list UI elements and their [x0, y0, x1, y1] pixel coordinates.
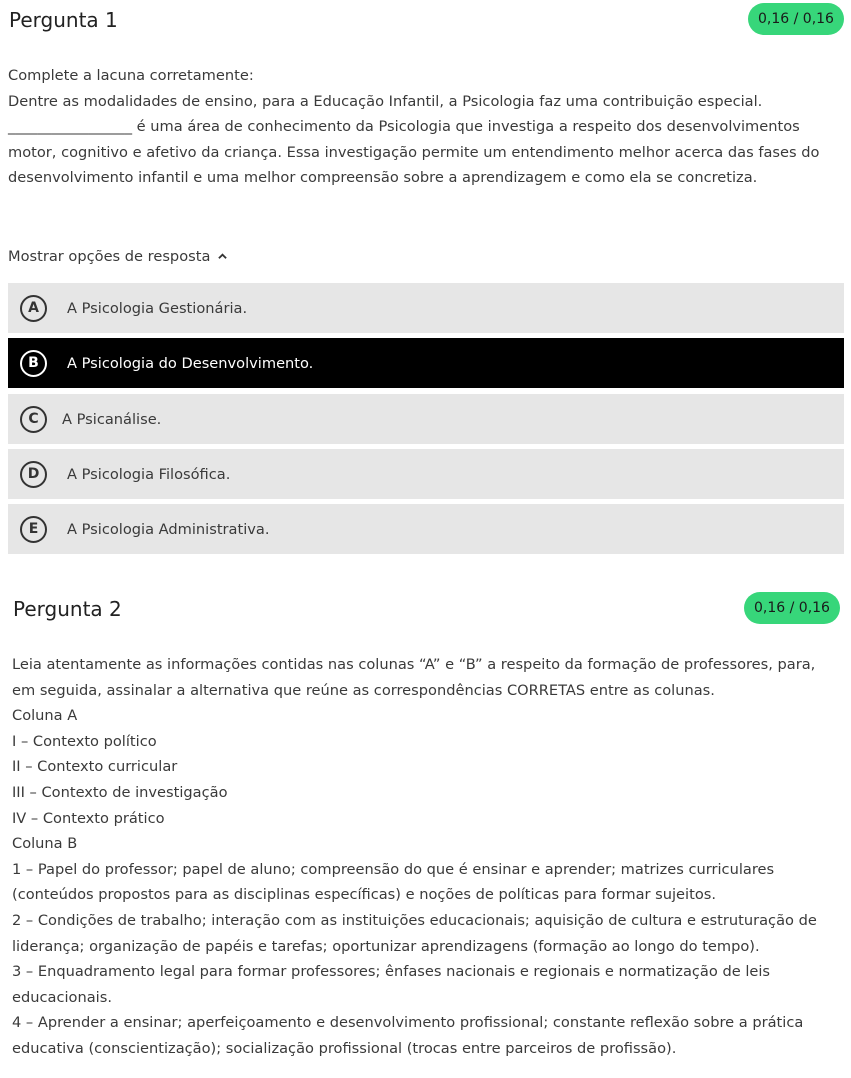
option-text: A Psicanálise. — [62, 410, 162, 428]
option-text: A Psicologia Administrativa. — [67, 520, 270, 538]
statement-line: I – Contexto político — [12, 732, 157, 750]
statement-line: Dentre as modalidades de ensino, para a Educação Infantil, a Psicologia faz uma contribuição especial. — [8, 92, 763, 110]
option-letter: B — [20, 350, 47, 377]
option-letter: D — [20, 461, 47, 488]
question-1-statement — [8, 63, 843, 191]
statement-line: 1 – Papel do professor; papel de aluno; compreensão do que é ensinar e aprender; matrizes curriculares — [12, 860, 775, 878]
question-2-statement — [12, 652, 844, 1062]
statement-line: 4 – Aprender a ensinar; aperfeiçoamento e desenvolvimento profissional; constante reflexão sobre a prática — [12, 1014, 804, 1032]
statement-line: liderança; organização de papéis e tarefas; oportunizar aprendizagens (formação ao longo do tempo). — [12, 937, 760, 955]
statement-line: motor, cognitivo e afetivo da criança. Essa investigação permite um entendimento melhor acerca das fases do — [8, 143, 820, 161]
question-2-score-badge: 0,16 / 0,16 — [744, 592, 840, 624]
option-text: A Psicologia Gestionária. — [67, 299, 248, 317]
question-1-title: Pergunta 1 — [9, 8, 118, 32]
question-2-title: Pergunta 2 — [13, 597, 122, 621]
statement-line: desenvolvimento infantil e uma melhor compreensão sobre a aprendizagem e como ela se concretiza. — [8, 169, 758, 187]
answer-option-a[interactable] — [8, 283, 844, 333]
statement-line: III – Contexto de investigação — [12, 783, 228, 801]
option-text: A Psicologia Filosófica. — [67, 465, 231, 483]
answer-option-b-selected[interactable] — [8, 338, 844, 388]
option-letter: C — [20, 406, 47, 433]
answer-option-e[interactable] — [8, 504, 844, 554]
statement-line: (conteúdos propostos para as disciplinas específicas) e noções de políticas para formar sujeitos. — [12, 886, 716, 904]
statement-line: IV – Contexto prático — [12, 809, 165, 827]
answer-option-c[interactable] — [8, 394, 844, 444]
statement-line: Coluna B — [12, 835, 78, 853]
statement-line: Complete a lacuna corretamente: — [8, 67, 254, 84]
option-letter: A — [20, 295, 47, 322]
question-1-score-badge: 0,16 / 0,16 — [748, 3, 844, 35]
statement-line: 2 – Condições de trabalho; interação com as instituições educacionais; aquisição de cultura e estruturação de — [12, 911, 817, 929]
statement-line: _________________ é uma área de conhecimento da Psicologia que investiga a respeito dos desenvolvimentos — [8, 118, 800, 136]
toggle-label: Mostrar opções de resposta — [8, 248, 211, 265]
chevron-up-icon — [218, 252, 227, 261]
show-answer-options-toggle[interactable] — [8, 248, 227, 265]
answer-option-d[interactable] — [8, 449, 844, 499]
statement-line: educacionais. — [12, 988, 112, 1006]
statement-line: Leia atentamente as informações contidas nas colunas “A” e “B” a respeito da formação de professores, para, — [12, 656, 816, 673]
statement-line: II – Contexto curricular — [12, 758, 178, 776]
statement-line: em seguida, assinalar a alternativa que reúne as correspondências CORRETAS entre as colunas. — [12, 681, 715, 699]
statement-line: 3 – Enquadramento legal para formar professores; ênfases nacionais e regionais e normatização de leis — [12, 963, 771, 981]
statement-line: educativa (conscientização); socialização profissional (trocas entre parceiros de profissão). — [12, 1039, 677, 1057]
option-letter: E — [20, 516, 47, 543]
option-text: A Psicologia do Desenvolvimento. — [67, 354, 314, 372]
statement-line: Coluna A — [12, 707, 78, 725]
